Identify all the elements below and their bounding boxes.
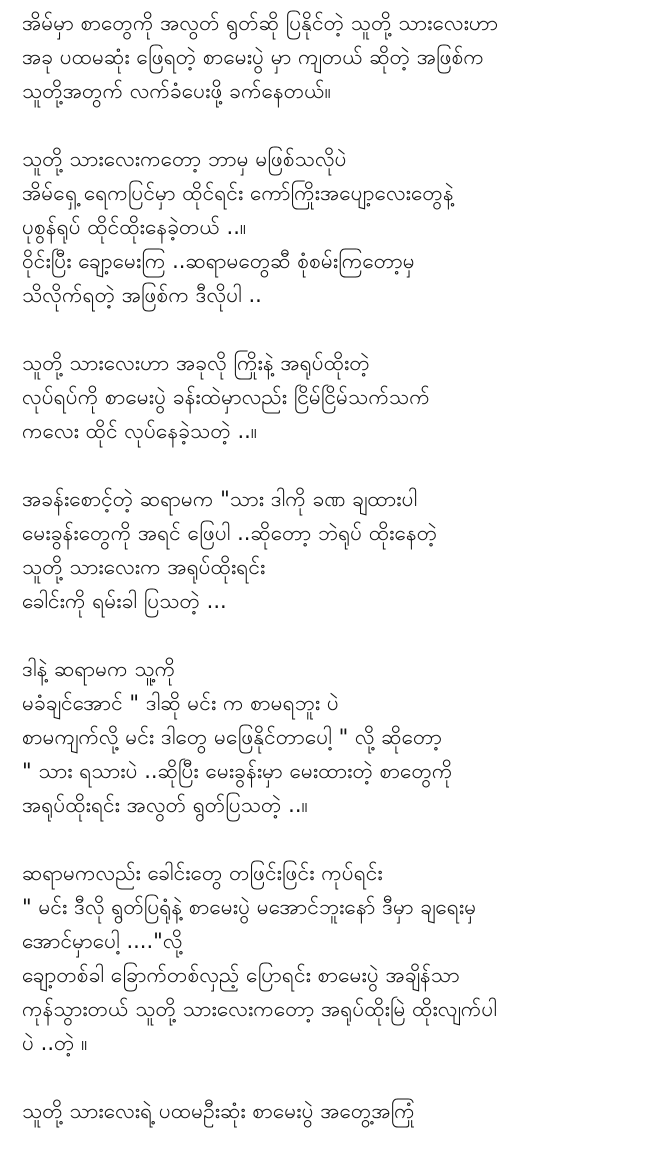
text-line: အရုပ်ထိုးရင်း အလွတ် ရွတ်ပြသတဲ့ ..။ <box>22 793 308 817</box>
text-line: မေးခွန်းတွေကို အရင် ဖြေပါ ..ဆိုတော့ ဘဲရုပ် ထိုးနေတဲ့ <box>22 521 438 545</box>
paragraph-7 <box>22 1094 636 1128</box>
text-line: မခံချင်အောင် " ဒါဆို မင်း က စာမရဘူး ပဲ <box>22 691 339 715</box>
text-line: ခေါင်းကို ရမ်းခါ ပြသတဲ့ ... <box>22 589 227 613</box>
text-line: ပုစွန်ရုပ် ထိုင်ထိုးနေခဲ့တယ် ..။ <box>22 215 247 239</box>
text-line: အခန်းစောင့်တဲ့ ဆရာမက "သား ဒါကို ခဏ ချထားပါ <box>22 487 418 511</box>
paragraph-1 <box>22 6 636 108</box>
text-line: သူတို့ သားလေးဟာ အခုလို ကြိုးနဲ့ အရုပ်ထိုးတဲ့ <box>22 351 370 375</box>
text-line: အိမ်မှာ စာတွေကို အလွတ် ရွတ်ဆို ပြနိုင်တဲ့ သူတို့ သားလေးဟာ <box>22 11 499 35</box>
text-line: ဒါနဲ့ ဆရာမက သူ့ကို <box>22 657 176 681</box>
text-line: ပဲ ..တဲ့ ။ <box>22 1031 88 1055</box>
text-line: " သား ရသားပဲ ..ဆိုပြီး မေးခွန်းမှာ မေးထားတဲ့ စာတွေကို <box>22 759 453 783</box>
text-line: သူတို့အတွက် လက်ခံပေးဖို့ ခက်နေတယ်။ <box>22 79 331 103</box>
text-line: ကလေး ထိုင် လုပ်နေခဲ့သတဲ့ ..။ <box>22 419 258 443</box>
paragraph-6 <box>22 856 636 1060</box>
text-line: ဝိုင်းပြီး ချော့မေးကြ ..ဆရာမတွေဆီ စုံစမ်းကြတော့မှ <box>22 249 415 273</box>
paragraph-4 <box>22 482 636 618</box>
paragraph-2 <box>22 142 636 312</box>
text-line: သူတို့ သားလေးကတော့ ဘာမှ မဖြစ်သလိုပဲ <box>22 147 347 171</box>
text-line: အိမ်ရှေ့ ရေကပြင်မှာ ထိုင်ရင်း ကော်ကြိုးအပျော့လေးတွေနဲ့ <box>22 181 454 205</box>
text-line: လုပ်ရပ်ကို စာမေးပွဲ ခန်းထဲမှာလည်း ငြိမ်ငြိမ်သက်သက် <box>22 385 430 409</box>
text-line: သူတို့ သားလေးက အရုပ်ထိုးရင်း <box>22 555 266 579</box>
text-line: ချော့တစ်ခါ ခြောက်တစ်လှည့် ပြောရင်း စာမေးပွဲ အချိန်သာ <box>22 963 460 987</box>
text-line: စာမကျက်လို့ မင်း ဒါတွေ မဖြေနိုင်တာပေါ့ " လို့ ဆိုတော့ <box>22 725 443 749</box>
paragraph-3 <box>22 346 636 448</box>
text-line: " မင်း ဒီလို ရွတ်ပြရုံနဲ့ စာမေးပွဲ မအောင်ဘူးနော် ဒီမှာ ချရေးမှ <box>22 895 477 919</box>
text-line: သူတို့ သားလေးရဲ့ ပထမဦးဆုံး စာမေးပွဲ အတွေ့အကြုံ <box>22 1099 415 1123</box>
text-line: အောင်မှာပေါ့ ...."လို့ <box>22 929 183 953</box>
text-line: အခု ပထမဆုံး ဖြေရတဲ့ စာမေးပွဲ မှာ ကျတယ် ဆိုတဲ့ အဖြစ်က <box>22 45 484 69</box>
text-line: သိလိုက်ရတဲ့ အဖြစ်က ဒီလိုပါ .. <box>22 283 262 307</box>
paragraph-5 <box>22 652 636 822</box>
text-line: ကုန်သွားတယ် သူတို့ သားလေးကတော့ အရုပ်ထိုးမြဲ ထိုးလျက်ပါ <box>22 997 497 1021</box>
text-line: ဆရာမကလည်း ခေါင်းတွေ တဖြင်းဖြင်း ကုပ်ရင်း <box>22 861 383 885</box>
